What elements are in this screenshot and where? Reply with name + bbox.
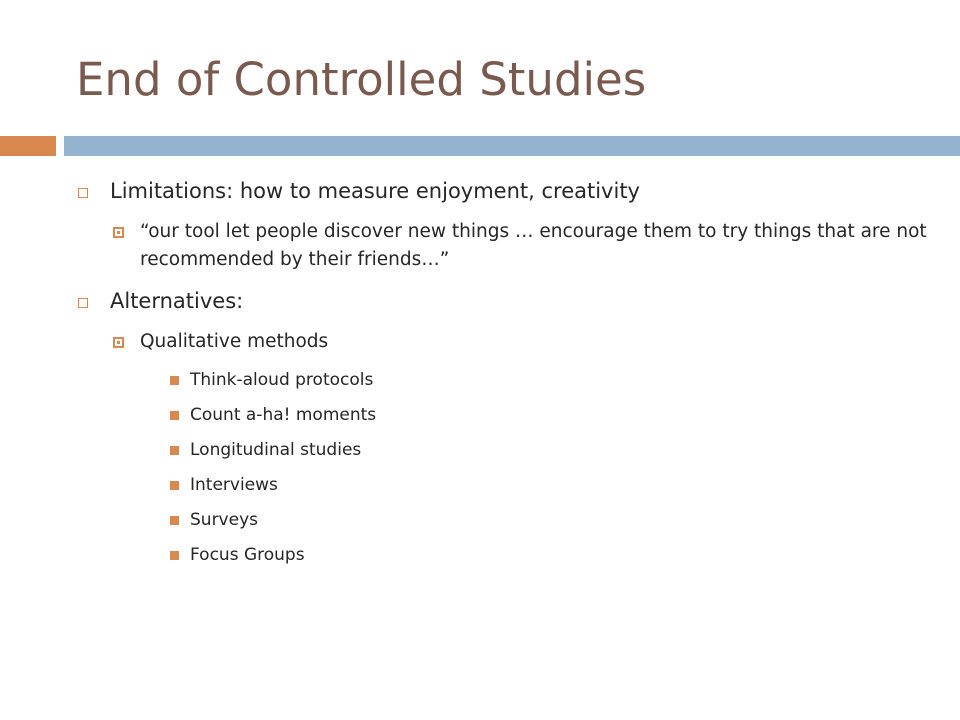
method-text: Interviews xyxy=(190,475,278,495)
slide-body xyxy=(76,176,936,578)
title-divider-orange xyxy=(0,136,56,156)
sub-bullet-quote xyxy=(110,218,936,274)
title-divider-blue xyxy=(64,136,960,156)
method-item-surveys xyxy=(170,508,936,532)
bullet-text: Alternatives: xyxy=(110,289,244,313)
bullet-text: Limitations: how to measure enjoyment, creativity xyxy=(110,179,640,203)
method-text: Count a-ha! moments xyxy=(190,405,377,425)
sub-bullet-text: Qualitative methods xyxy=(140,331,329,352)
slide-title: End of Controlled Studies xyxy=(76,53,647,106)
hollow-square-bullet-icon xyxy=(78,188,88,198)
method-text: Surveys xyxy=(190,510,258,530)
filled-square-bullet-icon xyxy=(170,481,179,490)
method-text: Longitudinal studies xyxy=(190,440,362,460)
filled-square-bullet-icon xyxy=(170,411,179,420)
framed-square-bullet-icon xyxy=(113,227,124,238)
method-text: Focus Groups xyxy=(190,545,305,565)
filled-square-bullet-icon xyxy=(170,376,179,385)
filled-square-bullet-icon xyxy=(170,446,179,455)
bullet-alternatives xyxy=(76,286,936,316)
method-text: Think-aloud protocols xyxy=(190,370,374,390)
bullet-limitations xyxy=(76,176,936,206)
filled-square-bullet-icon xyxy=(170,516,179,525)
method-item-longitudinal xyxy=(170,438,936,462)
hollow-square-bullet-icon xyxy=(78,298,88,308)
method-item-focus-groups xyxy=(170,543,936,567)
framed-square-bullet-icon xyxy=(113,337,124,348)
method-item-interviews xyxy=(170,473,936,497)
sub-bullet-qualitative-methods xyxy=(110,328,936,356)
method-item-think-aloud xyxy=(170,368,936,392)
method-item-aha-moments xyxy=(170,403,936,427)
filled-square-bullet-icon xyxy=(170,551,179,560)
sub-bullet-text: “our tool let people discover new things … encourage them to try things that are not recommended by their friends…” xyxy=(140,221,927,270)
